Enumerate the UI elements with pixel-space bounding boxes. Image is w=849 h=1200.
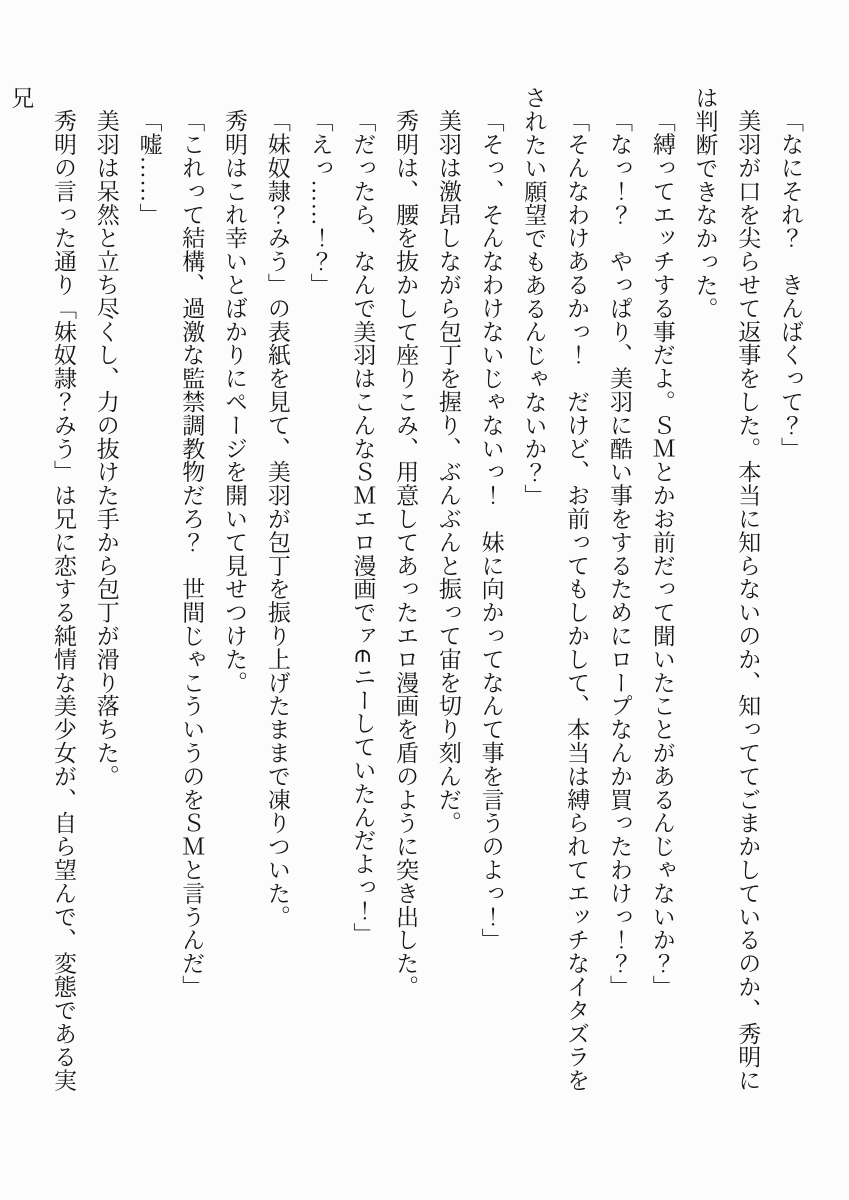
paragraph-narration: 美羽が口を尖らせて返事をした。本当に知らないのか、知っててごまかしているのか、秀明には判断できなかった。	[692, 86, 761, 1092]
paragraph-dialogue: 「そっ、そんなわけないじゃないっ！ 妹に向かってなんて事を言うのよっ！」	[478, 109, 504, 952]
paragraph-narration: 秀明の言った通り「妹奴隷？みう」は兄に恋する純情な美少女が、自ら望んで、変態である実兄	[8, 86, 76, 1092]
paragraph-narration: 美羽は呆然と立ち尽くし、力の抜けた手から包丁が滑り落ちた。	[93, 109, 119, 788]
paragraph-dialogue: 「なっ！？ やっぱり、美羽に酷い事をするためにロープなんか買ったわけっ！？」	[606, 109, 632, 999]
paragraph-narration: 秀明は、腰を抜かして座りこみ、用意してあったエロ漫画を盾のように突き出した。	[393, 109, 419, 999]
paragraph-dialogue: 「えっ……！？」	[307, 109, 333, 297]
paragraph-dialogue: 「だったら、なんで美羽はこんなＳＭエロ漫画でァ∈ニーしていたんだよっ！」	[350, 109, 376, 946]
paragraph-dialogue: 「そんなわけあるかっ！ だけど、お前ってもしかして、本当は縛られてエッチなイタズラをされたい願望でもあるんじゃないか？」	[521, 86, 590, 1092]
novel-text-block	[0, 86, 811, 1098]
paragraph-dialogue: 「嘘……」	[136, 109, 162, 226]
paragraph-narration: 秀明はこれ幸いとばかりにページを開いて見せつけた。	[222, 109, 248, 694]
paragraph-dialogue: 「なにそれ？ きんばくって？」	[778, 109, 803, 460]
paragraph-dialogue: 「これって結構、過激な監禁調教物だろ？ 世間じゃこういうのをＳＭと言うんだ」	[179, 109, 205, 999]
paragraph-narration: 美羽は激昂しながら包丁を握り、ぶんぶんと振って宙を切り刻んだ。	[435, 109, 461, 835]
paragraph-narration: 「妹奴隷？みう」の表紙を見て、美羽が包丁を振り上げたままで凍りついた。	[264, 109, 290, 928]
paragraph-dialogue: 「縛ってエッチする事だよ。ＳＭとかお前だって聞いたことがあるんじゃないか？」	[649, 109, 675, 999]
